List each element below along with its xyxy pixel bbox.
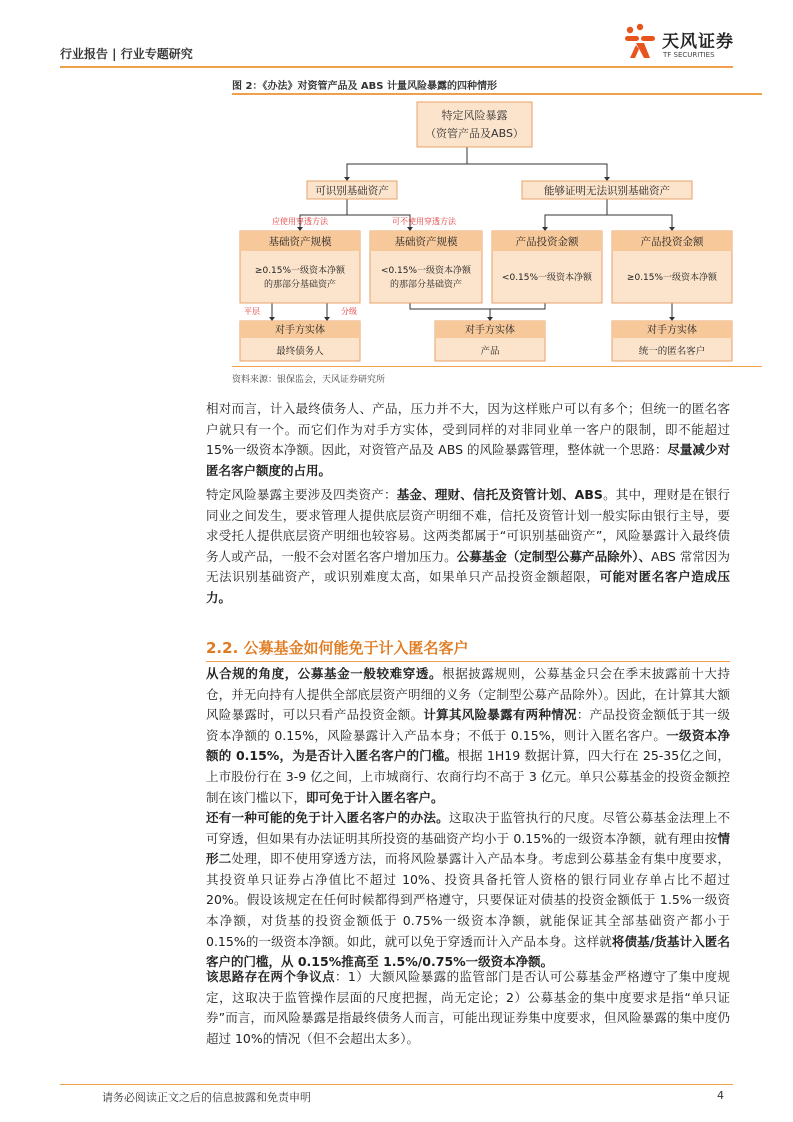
p4-c: 情形二: [206, 830, 730, 867]
branch-unidentifiable-label: 能够证明无法识别基础资产: [544, 185, 670, 197]
p1-bold: 尽量减少对匿名客户额度的占用。: [206, 442, 730, 478]
p2-f: 可能对匿名客户造成压力。: [206, 569, 730, 605]
case4-box: [612, 231, 732, 303]
p2-b: 基金、理财、信托及资管计划、ABS: [396, 487, 603, 502]
case4-title: 产品投资金额: [640, 236, 704, 248]
label-may-not-penetrate: 可不使用穿透方法: [392, 217, 456, 226]
p1-text: 相对而言，计入最终债务人、产品，压力并不大，因为这样账户可以有多个；但统一的匿名客户就只有一个。而它们作为对手方实体，受到同样的对非同业单一客户的限制，即不能超过 15%一级资本净额。因此，对资管产品及 ABS 的风险暴露管理，整体就一个思路：: [206, 401, 730, 458]
root-node-subtitle: （资管产品及ABS）: [425, 127, 524, 140]
p3-b: 根据披露规则，公募基金只会在季末披露前十大持仓，并无向持有人提供全部底层资产明细的义务（定制型公募产品除外）。因此，在计算其大额风险暴露时，可以只看产品投资金额。: [206, 666, 730, 723]
logo-mark-icon: [622, 22, 658, 62]
report-category: 行业报告 | 行业专题研究: [60, 47, 193, 61]
company-logo: [622, 22, 742, 66]
branch-identifiable-label: 可识别基础资产: [315, 185, 389, 197]
case3-title: 产品投资金额: [515, 236, 579, 248]
counterparty-box-1: [240, 321, 360, 361]
case1-line2: 的那部分基础资产: [263, 280, 337, 290]
case2-box: [370, 231, 482, 303]
page-number: 4: [717, 1089, 724, 1102]
label-tiered: 分级: [341, 307, 357, 316]
footer-disclaimer: 请务必阅读正文之后的信息披露和免责申明: [102, 1091, 311, 1104]
case4-line1: ≥0.15%一级资本净额: [626, 273, 718, 283]
p4-a: 还有一种可能的免于计入匿名客户的办法。: [206, 810, 449, 825]
section-title: 2.2. 公募基金如何能免于计入匿名客户: [206, 639, 469, 657]
section-divider: [206, 661, 730, 662]
p4-d: 处理，即不使用穿透方法，而将风险暴露计入产品本身。考虑到公募基金有集中度要求，其投资单只证券占净值比不超过 10%、投资具备托管人资格的银行同业存单占比不超过 20%。假设该规定在任何时候都得到严格遵守，只要保证对债基的投资金额低于 1.5%一级资本净额，对货基的投资金额低于 0.75%一级资本净额，就能保证其全部基础资产都小于 0.15%的一级资本净额。如此，就可以免于穿透而计入产品本身。这样就: [206, 851, 730, 949]
risk-exposure-diagram: [232, 97, 762, 365]
paragraph-4: [206, 808, 730, 973]
figure-top-rule: [232, 93, 762, 95]
case1-line1: ≥0.15%一级资本净额: [254, 266, 346, 276]
p2-c: 。其中，理财是在银行同业之间发生，要求管理人提供底层资产明细不难，信托及资管计划一般实际由银行主导，要求受托人提供底层资产明细也较容易。这两类都属于“可识别基础资产”，风险暴露计入最终债务人或产品，一般不会对匿名客户增加压力。: [206, 487, 730, 564]
case1-box: [240, 231, 360, 303]
counterparty-box-2: [435, 321, 545, 361]
branch-identifiable: [307, 181, 397, 199]
root-node-title: 特定风险暴露: [441, 109, 508, 122]
p5-a: 该思路存在两个争议点: [206, 969, 336, 984]
p3-e: 一级资本净额的 0.15%，为是否计入匿名客户的门槛。: [206, 727, 730, 764]
case3-line1: <0.15%一级资本净额: [501, 273, 593, 283]
paragraph-5: [206, 967, 730, 1049]
logo-chinese-name: 天风证券: [662, 32, 734, 52]
p5-b: ：1）大额风险暴露的监管部门是否认可公募基金严格遵守了集中度规定，这取决于监管操作层面的尺度把握，尚无定论；2）公募基金的集中度要求是指“单只证券”而言，而风险暴露是指最终债务人而言，可能出现证券集中度要求，但风险暴露的集中度仍超过 10%的情况（但不会超出太多）。: [206, 969, 730, 1046]
case1-title: 基础资产规模: [268, 236, 332, 248]
p2-d: 公募基金（定制型公募产品除外）、: [456, 548, 652, 564]
p2-a: 特定风险暴露主要涉及四类资产：: [206, 487, 397, 502]
label-should-penetrate: 应使用穿透方法: [272, 217, 328, 226]
case2-line1: <0.15%一级资本净额: [380, 266, 472, 276]
p3-a: 从合规的角度，公募基金一般较难穿透。: [206, 666, 443, 681]
figure-bottom-rule: [232, 366, 762, 367]
paragraph-1: [206, 399, 730, 481]
counterparty-3-value: 统一的匿名客户: [638, 346, 706, 357]
logo-english-name: TF SECURITIES: [663, 51, 715, 59]
figure-title: 图 2：《办法》对资管产品及 ABS 计量风险暴露的四种情形: [232, 81, 497, 92]
case2-line2: 的那部分基础资产: [389, 280, 463, 290]
label-flat: 平层: [244, 307, 260, 316]
footer-divider: [60, 1084, 733, 1085]
paragraph-3: [206, 664, 730, 808]
p3-c: 计算其风险暴露有两种情况: [423, 707, 577, 723]
p3-d: ：产品投资金额低于其一级资本净额的 0.15%，风险暴露计入产品本身；不低于 0.15%，则计入匿名客户。: [206, 707, 730, 743]
counterparty-2-value: 产品: [480, 346, 500, 357]
branch-unidentifiable: [522, 181, 692, 199]
counterparty-box-3: [612, 321, 732, 361]
paragraph-2: [206, 485, 730, 609]
header-divider: [60, 66, 733, 68]
counterparty-1-value: 最终债务人: [276, 346, 324, 357]
counterparty-3-label: 对手方实体: [647, 325, 697, 336]
figure-source: 资料来源：银保监会，天风证券研究所: [232, 375, 386, 385]
p4-b: 这取决于监管执行的尺度。尽管公募基金法理上不可穿透，但如果有办法证明其所投资的基础资产均小于 0.15%的一级资本净额，就有理由按: [206, 810, 730, 846]
root-node: [417, 102, 532, 147]
counterparty-2-label: 对手方实体: [465, 325, 515, 336]
p4-e: 将债基/货基计入匿名客户的门槛，从 0.15%推高至 1.5%/0.75%一级资本净额。: [206, 933, 730, 970]
counterparty-1-label: 对手方实体: [275, 325, 325, 336]
case3-box: [492, 231, 602, 303]
p3-f: 根据 1H19 数据计算，四大行在 25-35亿之间，上市股份行在 3-9 亿之间，上市城商行、农商行均不高于 3 亿元。单只公募基金的投资金额控制在该门槛以下，: [206, 748, 730, 805]
p2-e: ABS 常常因为无法识别基础资产，或识别难度太高，如果单只产品投资金额超限，: [206, 548, 730, 585]
case2-title: 基础资产规模: [394, 236, 458, 248]
p3-g: 即可免于计入匿名客户。: [306, 789, 444, 805]
